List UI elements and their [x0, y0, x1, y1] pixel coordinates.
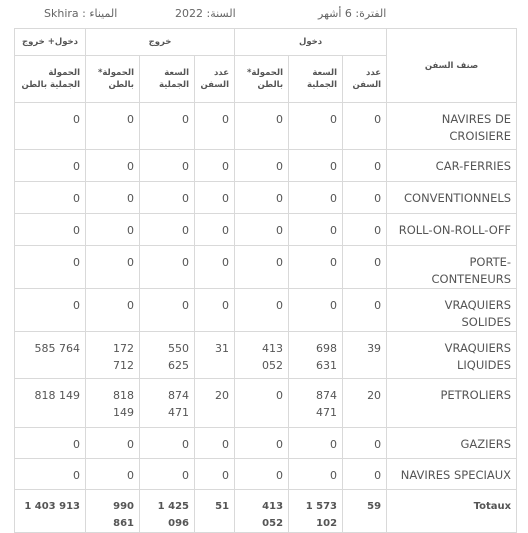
cell-total-tonnage: 0 — [15, 214, 86, 246]
cell-exit-capacity: 0 — [140, 150, 195, 182]
table-row — [15, 214, 517, 246]
cell-entry-capacity: 0 — [289, 103, 343, 150]
cell-entry-count: 39 — [343, 332, 387, 379]
cell-entry-capacity: 698 631 — [289, 332, 343, 379]
cell-exit-capacity: 0 — [140, 214, 195, 246]
cell-total-tonnage: 0 — [15, 428, 86, 459]
cell-entry-count: 0 — [343, 246, 387, 289]
cell-entry-tonnage: 0 — [235, 182, 289, 214]
cell-entry-tonnage: 0 — [235, 150, 289, 182]
cell-entry-count: 0 — [343, 289, 387, 332]
cell-total-tonnage: 585 764 — [15, 332, 86, 379]
cell-entry-count: 0 — [343, 150, 387, 182]
cell-entry-tonnage: 0 — [235, 103, 289, 150]
header-exit-capacity: السعة الجملية — [140, 56, 195, 103]
table-row — [15, 379, 517, 428]
table-row — [15, 332, 517, 379]
cell-entry-capacity: 0 — [289, 150, 343, 182]
cell-total-tonnage: 818 149 — [15, 379, 86, 428]
cell-entry-tonnage: 0 — [235, 246, 289, 289]
port-label: Skhira : الميناء — [44, 7, 118, 20]
cell-entry-tonnage: 0 — [235, 214, 289, 246]
cell-entry-capacity: 0 — [289, 289, 343, 332]
cell-entry-count: 0 — [343, 459, 387, 490]
cell-category: GAZIERS — [387, 428, 517, 459]
table-row — [15, 428, 517, 459]
cell-category: NAVIRES SPECIAUX — [387, 459, 517, 490]
group-entry-exit: دخول+ خروج — [15, 29, 86, 56]
table-row — [15, 150, 517, 182]
cell-entry-capacity: 0 — [289, 214, 343, 246]
cell-exit-tonnage: 0 — [86, 214, 140, 246]
cell-exit-tonnage: 0 — [86, 150, 140, 182]
cell-exit-tonnage: 0 — [86, 246, 140, 289]
cell-exit-count: 51 — [195, 490, 235, 533]
table-row — [15, 459, 517, 490]
category-header: صنف السفن — [387, 29, 517, 103]
cell-category: NAVIRES DE CROISIERE — [387, 103, 517, 150]
cell-total-tonnage: 0 — [15, 459, 86, 490]
cell-category: CONVENTIONNELS — [387, 182, 517, 214]
cell-entry-count: 0 — [343, 214, 387, 246]
cell-category: VRAQUIERS LIQUIDES — [387, 332, 517, 379]
cell-exit-count: 0 — [195, 103, 235, 150]
table-row — [15, 103, 517, 150]
cell-exit-capacity: 0 — [140, 428, 195, 459]
cell-exit-capacity: 0 — [140, 182, 195, 214]
header-entry-capacity: السعة الجملية — [289, 56, 343, 103]
cell-exit-capacity: 0 — [140, 246, 195, 289]
cell-exit-count: 31 — [195, 332, 235, 379]
cell-exit-tonnage: 0 — [86, 289, 140, 332]
period-label: الفترة: 6 أشهر — [318, 7, 387, 20]
cell-entry-count: 0 — [343, 103, 387, 150]
table-row — [15, 182, 517, 214]
cell-exit-capacity: 1 425 096 — [140, 490, 195, 533]
cell-category: VRAQUIERS SOLIDES — [387, 289, 517, 332]
cell-entry-tonnage: 413 052 — [235, 332, 289, 379]
cell-exit-capacity: 550 625 — [140, 332, 195, 379]
cell-exit-tonnage: 0 — [86, 182, 140, 214]
cell-exit-count: 0 — [195, 246, 235, 289]
cell-exit-count: 0 — [195, 182, 235, 214]
cell-exit-tonnage: 990 861 — [86, 490, 140, 533]
cell-exit-capacity: 0 — [140, 289, 195, 332]
cell-exit-count: 0 — [195, 428, 235, 459]
cell-entry-count: 20 — [343, 379, 387, 428]
cell-entry-count: 0 — [343, 182, 387, 214]
cell-entry-capacity: 0 — [289, 459, 343, 490]
cell-total-tonnage: 1 403 913 — [15, 490, 86, 533]
cell-total-tonnage: 0 — [15, 150, 86, 182]
table-row — [15, 246, 517, 289]
header-total-tonnage: الحمولة الجملية بالطن — [15, 56, 86, 103]
totals-row — [15, 490, 517, 533]
group-exit: خروج — [86, 29, 235, 56]
cell-exit-capacity: 0 — [140, 459, 195, 490]
cell-exit-tonnage: 818 149 — [86, 379, 140, 428]
cell-entry-tonnage: 413 052 — [235, 490, 289, 533]
table-row — [15, 289, 517, 332]
cell-entry-capacity: 1 573 102 — [289, 490, 343, 533]
report-meta — [0, 5, 528, 25]
cell-entry-count: 59 — [343, 490, 387, 533]
cell-exit-count: 20 — [195, 379, 235, 428]
header-exit-count: عدد السفن — [195, 56, 235, 103]
cell-exit-tonnage: 0 — [86, 428, 140, 459]
header-entry-tonnage: الحمولة* بالطن — [235, 56, 289, 103]
year-label: السنة: 2022 — [175, 7, 236, 20]
cell-total-tonnage: 0 — [15, 182, 86, 214]
cell-entry-tonnage: 0 — [235, 428, 289, 459]
cell-exit-tonnage: 0 — [86, 459, 140, 490]
header-entry-count: عدد السفن — [343, 56, 387, 103]
cell-exit-count: 0 — [195, 214, 235, 246]
cell-total-tonnage: 0 — [15, 246, 86, 289]
cell-exit-capacity: 874 471 — [140, 379, 195, 428]
cell-category: PORTE-CONTENEURS — [387, 246, 517, 289]
cell-entry-capacity: 0 — [289, 246, 343, 289]
group-entry: دخول — [235, 29, 387, 56]
cell-exit-tonnage: 172 712 — [86, 332, 140, 379]
cell-exit-capacity: 0 — [140, 103, 195, 150]
cell-exit-count: 0 — [195, 459, 235, 490]
cell-exit-count: 0 — [195, 150, 235, 182]
cell-category: ROLL-ON-ROLL-OFF — [387, 214, 517, 246]
cell-entry-tonnage: 0 — [235, 459, 289, 490]
cell-category: CAR-FERRIES — [387, 150, 517, 182]
cell-entry-capacity: 874 471 — [289, 379, 343, 428]
cell-entry-tonnage: 0 — [235, 379, 289, 428]
cell-entry-capacity: 0 — [289, 182, 343, 214]
cell-category: PETROLIERS — [387, 379, 517, 428]
port-traffic-table — [14, 28, 517, 533]
cell-exit-tonnage: 0 — [86, 103, 140, 150]
cell-category: Totaux — [387, 490, 517, 533]
cell-exit-count: 0 — [195, 289, 235, 332]
cell-total-tonnage: 0 — [15, 103, 86, 150]
cell-entry-count: 0 — [343, 428, 387, 459]
cell-entry-capacity: 0 — [289, 428, 343, 459]
cell-entry-tonnage: 0 — [235, 289, 289, 332]
cell-total-tonnage: 0 — [15, 289, 86, 332]
header-exit-tonnage: الحمولة* بالطن — [86, 56, 140, 103]
